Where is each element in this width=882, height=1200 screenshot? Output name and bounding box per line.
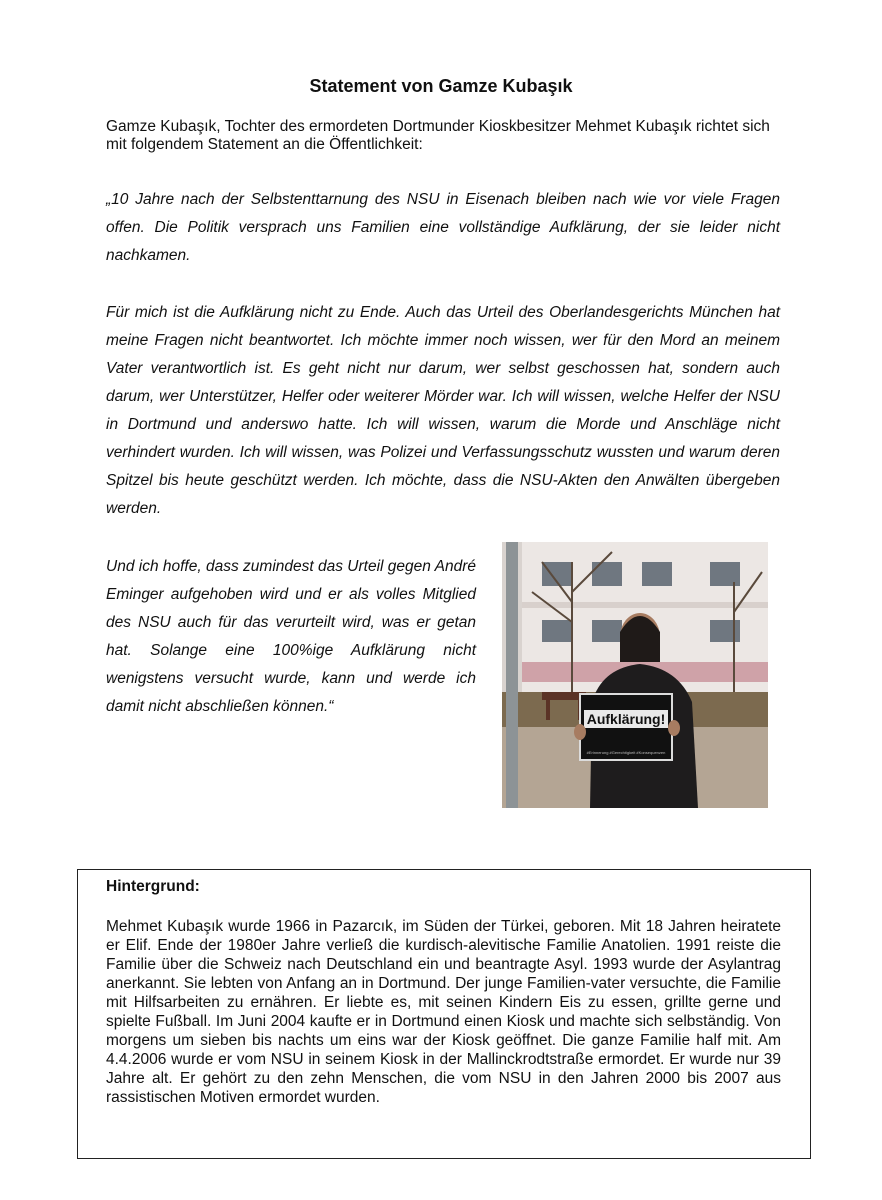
quote-paragraph-1: „10 Jahre nach der Selbstenttarnung des NSU in Eisenach bleiben nach wie vor viele Fragen offen. Die Politik versprach uns Familien eine vollständige Aufklärung, der sie leider nicht nachkamen.: [106, 191, 780, 264]
background-text: Mehmet Kubaşık wurde 1966 in Pazarcık, im Süden der Türkei, geboren. Mit 18 Jahren heiratete er Elif. Ende der 1980er Jahre verließ die kurdisch-alevitische Familie Anatolien. 1991 reiste die Familie über die Schweiz nach Deutschland ein und beantragte Asyl. 1993 wurde der Asylantrag anerkannt. Sie lebten von Anfang an in Dortmund. Der junge Familien-vater versuchte, die Familie mit Hilfsarbeiten zu ernähren. Er liebte es, mit seinen Kindern Eis zu essen, grillte gerne und spielte Fußball. Im Juni 2004 kaufte er in Dortmund einen Kiosk und machte sich selbständig. Von morgens um sieben bis nachts um eins war der Kiosk geöffnet. Die ganze Familie half mit. Am 4.4.2006 wurde er vom NSU in seinem Kiosk in der Mallinckrodtstraße ermordet. Er wurde nur 39 Jahre alt. Er gehört zu den zehn Menschen, die vom NSU in den Jahren 2000 bis 2007 aus rassistischen Motiven ermordet wurden.: [106, 918, 781, 1106]
background-heading: Hintergrund:: [106, 878, 200, 895]
photo-illustration: [502, 542, 768, 808]
quote-paragraph-2: Für mich ist die Aufklärung nicht zu Ende. Auch das Urteil des Oberlandesgerichts München hat meine Fragen nicht beantwortet. Ich möchte immer noch wissen, wer für den Mord an meinem Vater verantwortlich ist. Es geht nicht nur darum, wer selbst geschossen hat, sondern auch darum, wer Unterstützer, Helfer oder weiterer Mörder war. Ich will wissen, welche Helfer der NSU in Dortmund und anderswo hatte. Ich will wissen, warum die Morde und Anschläge nicht verhindert wurden. Ich will wissen, was Polizei und Verfassungsschutz wussten und warum deren Spitzel bis heute geschützt werden. Ich möchte, dass die NSU-Akten den Anwälten übergeben werden.: [106, 304, 780, 517]
sign-text: Aufklärung!: [586, 711, 666, 727]
background-info-box: [77, 869, 811, 1159]
quote-paragraph-3: Und ich hoffe, dass zumindest das Urteil gegen André Eminger aufgehoben wird und er als volles Mitglied des NSU auch für das verurteilt wird, was er getan hat. Solange eine 100%ige Aufklärung nicht wenigstens versucht wurde, kann und werde ich damit nicht abschließen können.“: [106, 558, 476, 715]
portrait-photo: [502, 542, 768, 808]
page-title: Statement von Gamze Kubaşık: [309, 76, 573, 96]
sign-hashtags: #Erinnerung #Gerechtigkeit #Konsequenzen: [586, 750, 666, 755]
intro-paragraph: Gamze Kubaşık, Tochter des ermordeten Dortmunder Kioskbesitzer Mehmet Kubaşık richtet sich mit folgendem Statement an die Öffentlichkeit:: [106, 118, 770, 153]
